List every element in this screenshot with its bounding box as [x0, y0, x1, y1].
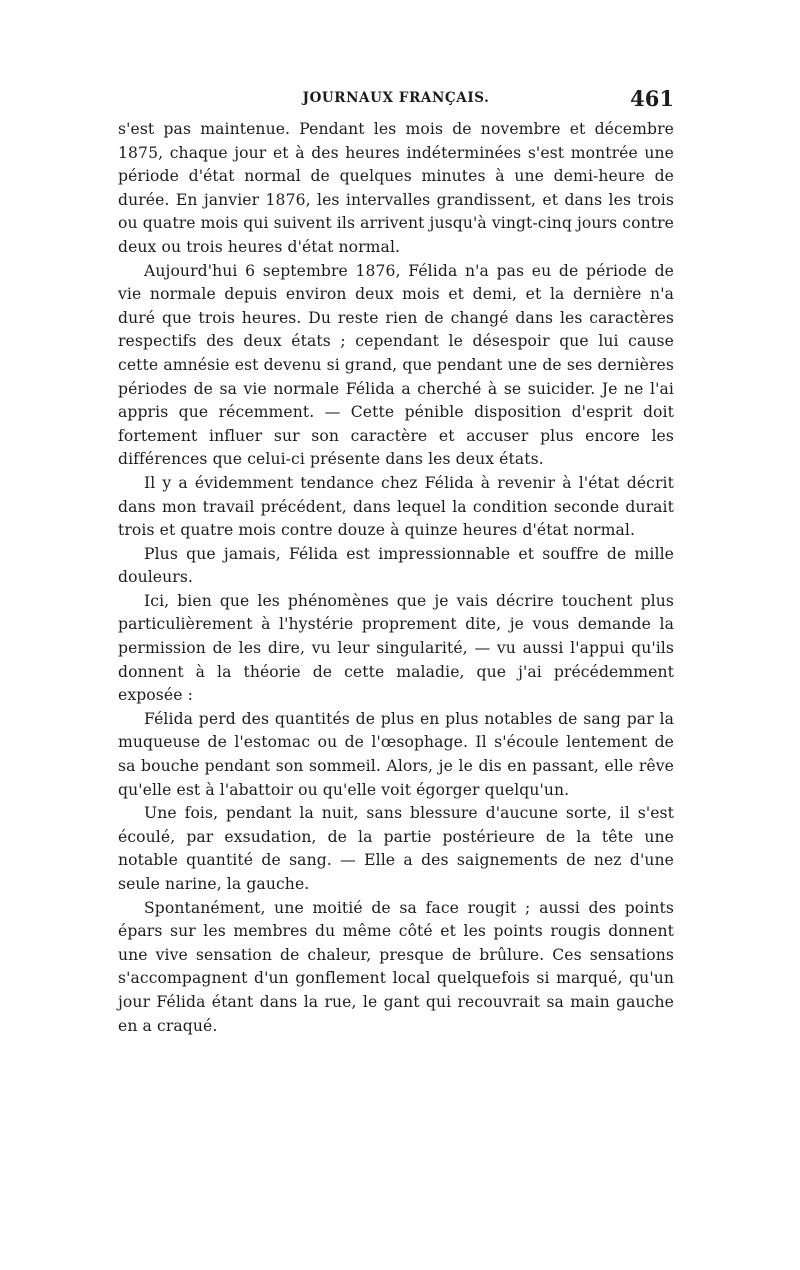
- paragraph: Félida perd des quantités de plus en plus notables de sang par la muqueuse de l'estomac ou de l'œsophage. Il s'écoule lentement de sa bouche pendant son sommeil. Alors, je le dis en passant, elle rêve qu'elle est à l'abattoir ou qu'elle voit égorger quelqu'un.: [118, 709, 674, 799]
- book-page: [118, 86, 674, 1038]
- page-header: [118, 86, 674, 114]
- paragraph: Ici, bien que les phénomènes que je vais décrire touchent plus particulièrement à l'hystérie proprement dite, je vous demande la permission de les dire, vu leur singularité, — vu aussi l'appui qu'ils donnent à la théorie de cette maladie, que j'ai précédemment exposée :: [118, 591, 674, 705]
- paragraph-continued: s'est pas maintenue. Pendant les mois de novembre et décembre 1875, chaque jour et à des heures indéterminées s'est montrée une période d'état normal de quelques minutes à une demi-heure de durée. En janvier 1876, les intervalles grandissent, et dans les trois ou quatre mois qui suivent ils arrivent jusqu'à vingt-cinq jours contre deux ou trois heures d'état normal.: [118, 120, 674, 256]
- paragraph: Une fois, pendant la nuit, sans blessure d'aucune sorte, il s'est écoulé, par exsudation, de la partie postérieure de la tête une notable quantité de sang. — Elle a des saignements de nez d'une seule narine, la gauche.: [118, 804, 674, 893]
- paragraph: Il y a évidemment tendance chez Félida à revenir à l'état décrit dans mon travail précédent, dans lequel la condition seconde durait trois et quatre mois contre douze à quinze heures d'état normal.: [118, 473, 674, 540]
- running-title: JOURNAUX FRANÇAIS.: [302, 90, 490, 106]
- paragraph: Plus que jamais, Félida est impressionnable et souffre de mille douleurs.: [118, 544, 674, 587]
- paragraph: Aujourd'hui 6 septembre 1876, Félida n'a pas eu de période de vie normale depuis environ deux mois et demi, et la dernière n'a duré que trois heures. Du reste rien de changé dans les caractères respectifs des deux états ; cependant le désespoir que lui cause cette amnésie est devenu si grand, que pendant une de ses dernières périodes de sa vie normale Félida a cherché à se suicider. Je ne l'ai appris que récemment. — Cette pénible disposition d'esprit doit fortement influer sur son caractère et accuser plus encore les différences que celui-ci présente dans les deux états.: [118, 261, 674, 469]
- body-text: [118, 118, 674, 1038]
- paragraph: Spontanément, une moitié de sa face rougit ; aussi des points épars sur les membres du même côté et les points rougis donnent une vive sensation de chaleur, presque de brûlure. Ces sensations s'accompagnent d'un gonflement local quelquefois si marqué, qu'un jour Félida étant dans la rue, le gant qui recouvrait sa main gauche en a craqué.: [118, 898, 674, 1035]
- page-number: 461: [630, 86, 674, 111]
